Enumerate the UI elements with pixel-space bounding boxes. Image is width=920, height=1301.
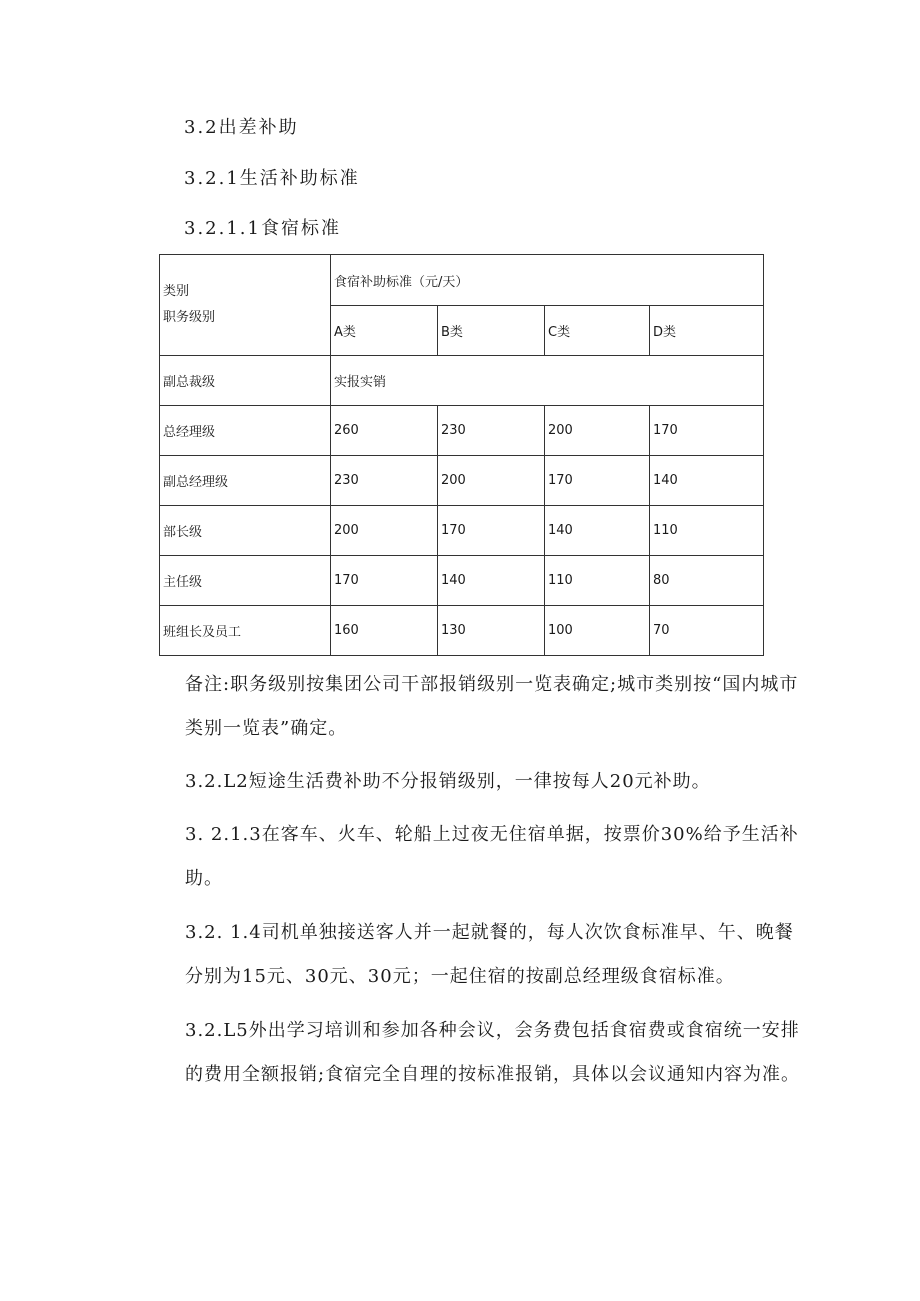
- clause-text: 3.2.L2短途生活费补助不分报销级别，一律按每人20元补助。: [185, 771, 711, 792]
- value-cell-b: 200: [438, 456, 545, 506]
- corner-label-level: 职务级别: [163, 310, 216, 325]
- row-level-label: 副总经理级: [160, 456, 331, 506]
- table-row: [160, 506, 764, 556]
- clause-3-2-1-3: [141, 813, 801, 901]
- table-main-header: 食宿补助标准（元/天）: [331, 255, 764, 306]
- note-paragraph: [141, 663, 801, 751]
- corner-label-category: 类别: [163, 284, 190, 299]
- table-row: [160, 556, 764, 606]
- row-level-label: 副总裁级: [160, 356, 331, 406]
- table-corner-header: [160, 255, 331, 356]
- column-header-d: D类: [650, 306, 764, 356]
- column-header-a: A类: [331, 306, 438, 356]
- column-header-b: B类: [438, 306, 545, 356]
- table-row: [160, 406, 764, 456]
- value-cell-c: 140: [545, 506, 650, 556]
- value-cell-a: 260: [331, 406, 438, 456]
- note-text: 备注:职务级别按集团公司干部报销级别一览表确定;城市类别按“国内城市类别一览表”确定。: [185, 674, 799, 739]
- value-cell-c: 200: [545, 406, 650, 456]
- row-level-label: 主任级: [160, 556, 331, 606]
- value-cell-d: 170: [650, 406, 764, 456]
- clause-text: 3. 2.1.3在客车、火车、轮船上过夜无住宿单据，按票价30%给予生活补助。: [185, 824, 799, 889]
- clause-3-2-1-2: [141, 760, 801, 804]
- lodging-standard-table: [159, 254, 764, 656]
- table-row: [160, 606, 764, 656]
- row-level-label: 班组长及员工: [160, 606, 331, 656]
- row-level-label: 部长级: [160, 506, 331, 556]
- value-cell-c: 110: [545, 556, 650, 606]
- value-cell-d: 70: [650, 606, 764, 656]
- value-cell-a: 170: [331, 556, 438, 606]
- section-heading-3-2: 3.2出差补助: [184, 117, 299, 138]
- table-row: [160, 356, 764, 406]
- value-cell-a: 200: [331, 506, 438, 556]
- value-cell-d: 140: [650, 456, 764, 506]
- section-heading-3-2-1: 3.2.1生活补助标准: [184, 168, 360, 189]
- clause-text: 3.2. 1.4司机单独接送客人并一起就餐的，每人次饮食标准早、午、晚餐分别为15元、30元、30元；一起住宿的按副总经理级食宿标准。: [185, 922, 794, 987]
- section-heading-3-2-1-1: 3.2.1.1食宿标准: [184, 218, 341, 239]
- table-row: [160, 456, 764, 506]
- value-cell-c: 100: [545, 606, 650, 656]
- value-cell-d: 80: [650, 556, 764, 606]
- row-level-label: 总经理级: [160, 406, 331, 456]
- value-cell-a: 230: [331, 456, 438, 506]
- column-header-c: C类: [545, 306, 650, 356]
- value-cell-d: 110: [650, 506, 764, 556]
- value-cell-a: 160: [331, 606, 438, 656]
- merged-value-cell: 实报实销: [331, 356, 764, 406]
- value-cell-c: 170: [545, 456, 650, 506]
- value-cell-b: 230: [438, 406, 545, 456]
- value-cell-b: 130: [438, 606, 545, 656]
- clause-text: 3.2.L5外出学习培训和参加各种会议，会务费包括食宿费或食宿统一安排的费用全额报销;食宿完全自理的按标准报销，具体以会议通知内容为准。: [185, 1020, 801, 1085]
- value-cell-b: 170: [438, 506, 545, 556]
- clause-3-2-1-4: [141, 911, 801, 999]
- value-cell-b: 140: [438, 556, 545, 606]
- clause-3-2-1-5: [141, 1009, 801, 1097]
